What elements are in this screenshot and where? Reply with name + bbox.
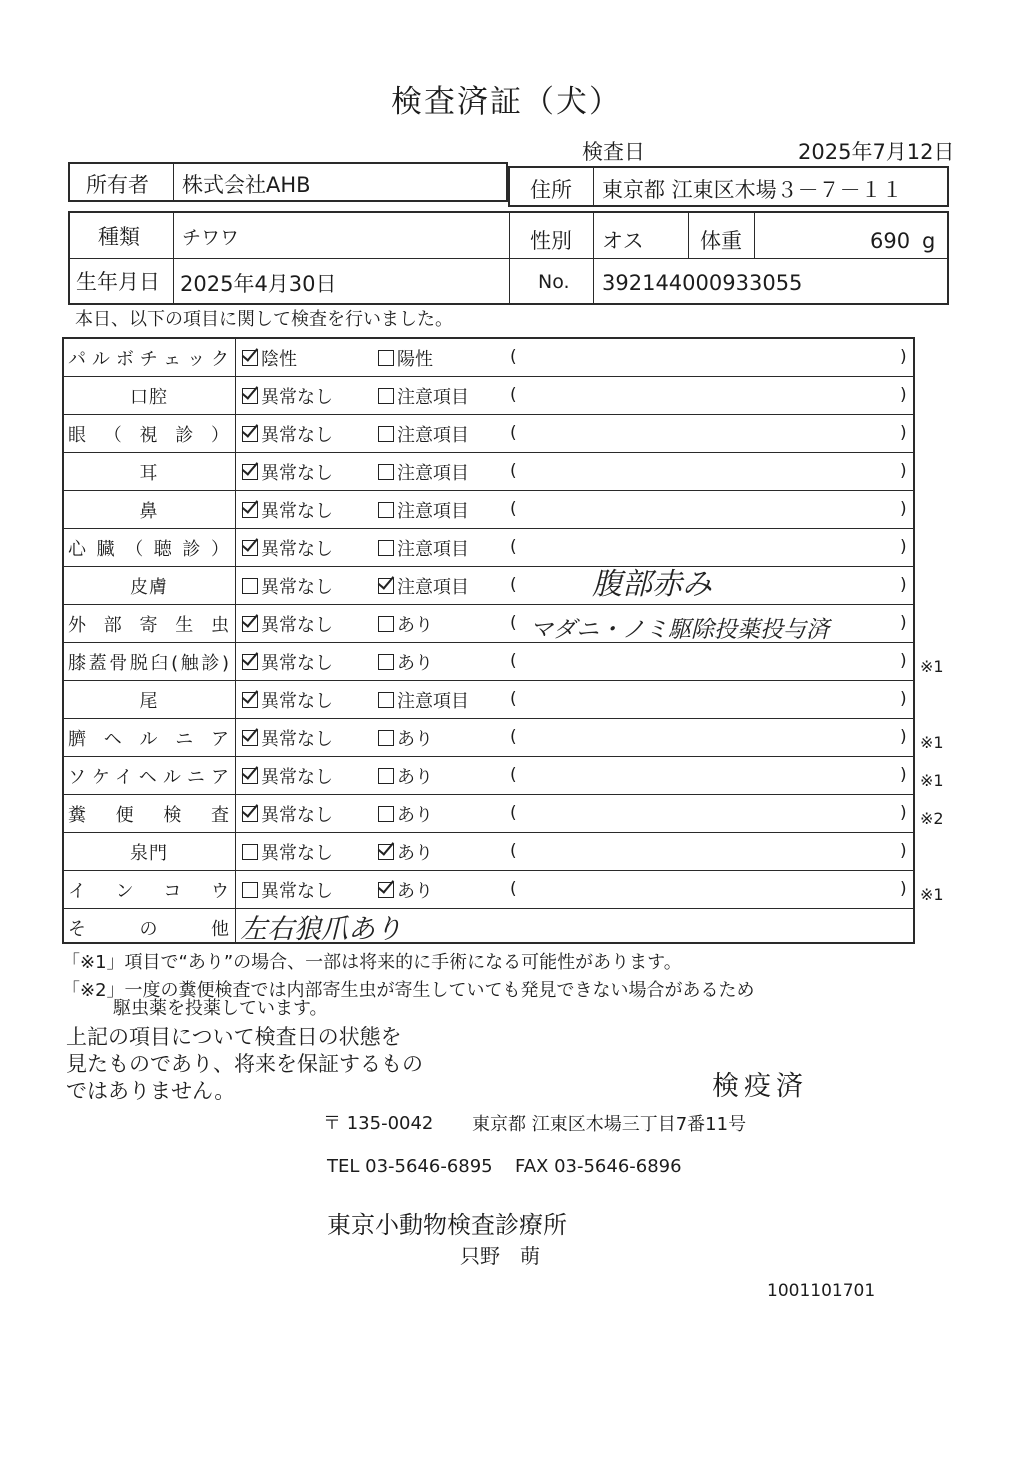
inspection-row [64, 339, 913, 377]
checkbox[interactable] [242, 540, 258, 556]
option-2[interactable] [378, 687, 469, 713]
row-label: 口腔 [130, 387, 168, 408]
birthdate-value: 2025年4月30日 [180, 272, 337, 296]
note-open-paren: ( [510, 537, 517, 557]
inspection-row [64, 719, 944, 757]
option-1[interactable] [242, 459, 333, 485]
weight-unit: g [922, 229, 936, 253]
row-label: パルボチェック [68, 349, 230, 370]
checkbox[interactable] [242, 388, 258, 404]
note-open-paren: ( [510, 841, 517, 861]
number-label: No. [538, 271, 570, 293]
note-open-paren: ( [510, 879, 517, 899]
other-row [64, 909, 913, 944]
checkbox[interactable] [242, 578, 258, 594]
option-2[interactable] [378, 877, 433, 903]
option-1-label: 異常なし [261, 843, 333, 864]
birthdate-label: 生年月日 [76, 270, 160, 294]
note-open-paren: ( [510, 385, 517, 405]
option-2-label: 注意項目 [397, 691, 469, 712]
checkbox[interactable] [378, 540, 394, 556]
note-close-paren: ) [900, 347, 907, 367]
row-label: 心臓（聴診） [68, 539, 230, 560]
weight-value: 690 [870, 229, 911, 253]
inspection-row [64, 757, 944, 795]
disclaimer-line-3: ではありません。 [66, 1079, 236, 1103]
inspection-row [64, 567, 913, 605]
checkbox[interactable] [378, 426, 394, 442]
option-1[interactable] [242, 345, 297, 371]
option-1[interactable] [242, 801, 333, 827]
note-open-paren: ( [510, 423, 517, 443]
checkbox[interactable] [378, 654, 394, 670]
footnote-mark: ※1 [920, 733, 944, 752]
option-1[interactable] [242, 839, 333, 865]
note-open-paren: ( [510, 803, 517, 823]
checkbox[interactable] [378, 464, 394, 480]
checkbox[interactable] [242, 616, 258, 632]
address-label: 住所 [530, 178, 572, 202]
row-label: 外部寄生虫 [68, 615, 230, 636]
option-2[interactable] [378, 535, 469, 561]
checkbox[interactable] [378, 806, 394, 822]
note-open-paren: ( [510, 461, 517, 481]
option-1-label: 異常なし [261, 425, 333, 446]
option-2[interactable] [378, 345, 433, 371]
option-1[interactable] [242, 497, 333, 523]
owner-label: 所有者 [86, 173, 149, 197]
breed-label: 種類 [98, 225, 140, 249]
inspection-row [64, 871, 944, 909]
note-close-paren: ) [900, 537, 907, 557]
checkbox[interactable] [242, 426, 258, 442]
option-1[interactable] [242, 535, 333, 561]
inspection-row [64, 795, 944, 833]
checkbox[interactable] [242, 806, 258, 822]
option-1-label: 異常なし [261, 653, 333, 674]
checkbox[interactable] [378, 844, 394, 860]
option-1[interactable] [242, 649, 333, 675]
checkbox[interactable] [242, 464, 258, 480]
option-2[interactable] [378, 497, 469, 523]
owner-box [68, 162, 508, 202]
option-2[interactable] [378, 573, 469, 599]
row-label: 眼（視診） [68, 425, 230, 446]
checkbox[interactable] [378, 388, 394, 404]
checkbox[interactable] [378, 578, 394, 594]
option-2[interactable] [378, 839, 433, 865]
inspection-date-label: 検査日 [582, 140, 645, 164]
quarantine-stamp: 検疫済 [712, 1071, 808, 1102]
option-2-label: あり [397, 615, 433, 636]
option-2-label: あり [397, 805, 433, 826]
checkbox[interactable] [242, 502, 258, 518]
checkbox[interactable] [378, 350, 394, 366]
row-label: 糞便検査 [68, 805, 230, 826]
option-2-label: 注意項目 [397, 425, 469, 446]
option-2-label: 注意項目 [397, 387, 469, 408]
row-label: 耳 [139, 463, 159, 484]
option-2-label: あり [397, 729, 433, 750]
checkbox[interactable] [378, 692, 394, 708]
inspection-row [64, 377, 913, 415]
inspection-row [64, 491, 913, 529]
option-1-label: 異常なし [261, 387, 333, 408]
handwritten-note: 腹部赤み [592, 567, 712, 602]
option-2[interactable] [378, 421, 469, 447]
checkbox[interactable] [242, 692, 258, 708]
note-close-paren: ) [900, 727, 907, 747]
row-label: 臍ヘルニア [68, 729, 230, 750]
option-1-label: 異常なし [261, 767, 333, 788]
option-1[interactable] [242, 725, 333, 751]
option-1-label: 異常なし [261, 881, 333, 902]
handwritten-note: マダニ・ノミ駆除投薬投与済 [530, 617, 829, 643]
option-2[interactable] [378, 383, 469, 409]
option-2-label: 注意項目 [397, 501, 469, 522]
option-2[interactable] [378, 801, 433, 827]
option-1-label: 異常なし [261, 463, 333, 484]
inspection-row [64, 643, 944, 681]
owner-value: 株式会社AHB [182, 173, 311, 197]
option-1[interactable] [242, 687, 333, 713]
option-2-label: あり [397, 767, 433, 788]
address-value: 東京都 江東区木場３－７－１１ [602, 178, 903, 202]
inspection-row [64, 605, 913, 643]
note-close-paren: ) [900, 613, 907, 633]
note-close-paren: ) [900, 499, 907, 519]
breed-value: チワワ [182, 227, 240, 249]
footnote-mark: ※1 [920, 657, 944, 676]
option-1[interactable] [242, 573, 333, 599]
checkbox[interactable] [378, 502, 394, 518]
row-label: 泉門 [130, 843, 168, 864]
checkbox[interactable] [242, 350, 258, 366]
disclaimer-line-1: 上記の項目について検査日の状態を [66, 1025, 402, 1049]
checkbox[interactable] [242, 844, 258, 860]
note-open-paren: ( [510, 575, 517, 595]
option-1[interactable] [242, 383, 333, 409]
inspection-row [64, 453, 913, 491]
number-value: 392144000933055 [602, 271, 803, 295]
note-open-paren: ( [510, 689, 517, 709]
inspection-grid [62, 337, 944, 945]
clinic-tel: TEL 03-5646-6895 [327, 1156, 493, 1177]
note-open-paren: ( [510, 499, 517, 519]
row-label: 皮膚 [130, 577, 168, 598]
row-label: 尾 [139, 691, 159, 712]
footnote-1: 「※1」項目で“あり”の場合、一部は将来的に手術になる可能性があります。 [62, 952, 682, 973]
document-number: 1001101701 [767, 1281, 876, 1301]
document-title: 検査済証（犬） [391, 84, 622, 120]
option-1-label: 異常なし [261, 615, 333, 636]
note-open-paren: ( [510, 765, 517, 785]
option-1-label: 異常なし [261, 805, 333, 826]
inspection-row [64, 529, 913, 567]
address-box [508, 166, 949, 207]
option-2-label: 陽性 [397, 349, 433, 370]
checkbox[interactable] [378, 768, 394, 784]
option-1[interactable] [242, 763, 333, 789]
option-2[interactable] [378, 459, 469, 485]
other-label: その他 [68, 919, 230, 940]
option-1-label: 異常なし [261, 501, 333, 522]
inspection-row [64, 415, 913, 453]
row-label: 鼻 [139, 501, 159, 522]
note-close-paren: ) [900, 423, 907, 443]
inspection-row [64, 833, 913, 871]
option-1-label: 陰性 [261, 349, 297, 370]
option-1[interactable] [242, 611, 333, 637]
footnote-mark: ※2 [920, 809, 944, 828]
note-close-paren: ) [900, 689, 907, 709]
option-1-label: 異常なし [261, 691, 333, 712]
footnote-mark: ※1 [920, 771, 944, 790]
option-2-label: あり [397, 653, 433, 674]
note-open-paren: ( [510, 651, 517, 671]
note-open-paren: ( [510, 613, 517, 633]
sex-label: 性別 [530, 229, 572, 253]
note-close-paren: ) [900, 575, 907, 595]
clinic-fax: FAX 03-5646-6896 [515, 1156, 682, 1177]
footnote-2-line-1: 「※2」一度の糞便検査では内部寄生虫が寄生していても発見できない場合があるため [62, 980, 755, 1001]
option-2-label: 注意項目 [397, 539, 469, 560]
option-2-label: 注意項目 [397, 577, 469, 598]
clinic-postal-code: 〒 135-0042 [323, 1113, 434, 1134]
option-2-label: あり [397, 843, 433, 864]
footnote-2-line-2: 駆虫薬を投薬しています。 [113, 998, 328, 1019]
checkbox[interactable] [378, 616, 394, 632]
footnote-mark: ※1 [920, 885, 944, 904]
option-1-label: 異常なし [261, 729, 333, 750]
option-1-label: 異常なし [261, 539, 333, 560]
option-1[interactable] [242, 421, 333, 447]
clinic-name: 東京小動物検査診療所 [327, 1211, 567, 1239]
row-label: インコウ [68, 881, 230, 902]
veterinarian-name: 只野 萌 [460, 1244, 540, 1268]
note-close-paren: ) [900, 765, 907, 785]
note-close-paren: ) [900, 461, 907, 481]
checkbox[interactable] [242, 882, 258, 898]
note-close-paren: ) [900, 803, 907, 823]
checkbox[interactable] [378, 882, 394, 898]
option-2-label: 注意項目 [397, 463, 469, 484]
other-note: 左右狼爪あり [240, 914, 402, 945]
option-2[interactable] [378, 725, 433, 751]
checkbox[interactable] [242, 654, 258, 670]
option-1-label: 異常なし [261, 577, 333, 598]
option-2-label: あり [397, 881, 433, 902]
checkbox[interactable] [242, 730, 258, 746]
sex-value: オス [602, 229, 644, 253]
clinic-address: 東京都 江東区木場三丁目7番11号 [472, 1114, 747, 1135]
note-close-paren: ) [900, 651, 907, 671]
weight-label: 体重 [700, 229, 742, 253]
animal-info-box [68, 211, 949, 305]
checkbox[interactable] [378, 730, 394, 746]
option-1[interactable] [242, 877, 333, 903]
disclaimer-line-2: 見たものであり、将来を保証するもの [66, 1052, 423, 1076]
note-close-paren: ) [900, 841, 907, 861]
note-open-paren: ( [510, 347, 517, 367]
note-open-paren: ( [510, 727, 517, 747]
option-2[interactable] [378, 611, 433, 637]
row-label: 膝蓋骨脱臼(触診) [68, 653, 230, 674]
checkbox[interactable] [242, 768, 258, 784]
row-label: ソケイヘルニア [68, 767, 230, 788]
intro-text: 本日、以下の項目に関して検査を行いました。 [75, 309, 453, 330]
inspection-row [64, 681, 913, 719]
option-2[interactable] [378, 763, 433, 789]
note-close-paren: ) [900, 879, 907, 899]
inspection-date-value: 2025年7月12日 [798, 140, 955, 164]
note-close-paren: ) [900, 385, 907, 405]
option-2[interactable] [378, 649, 433, 675]
